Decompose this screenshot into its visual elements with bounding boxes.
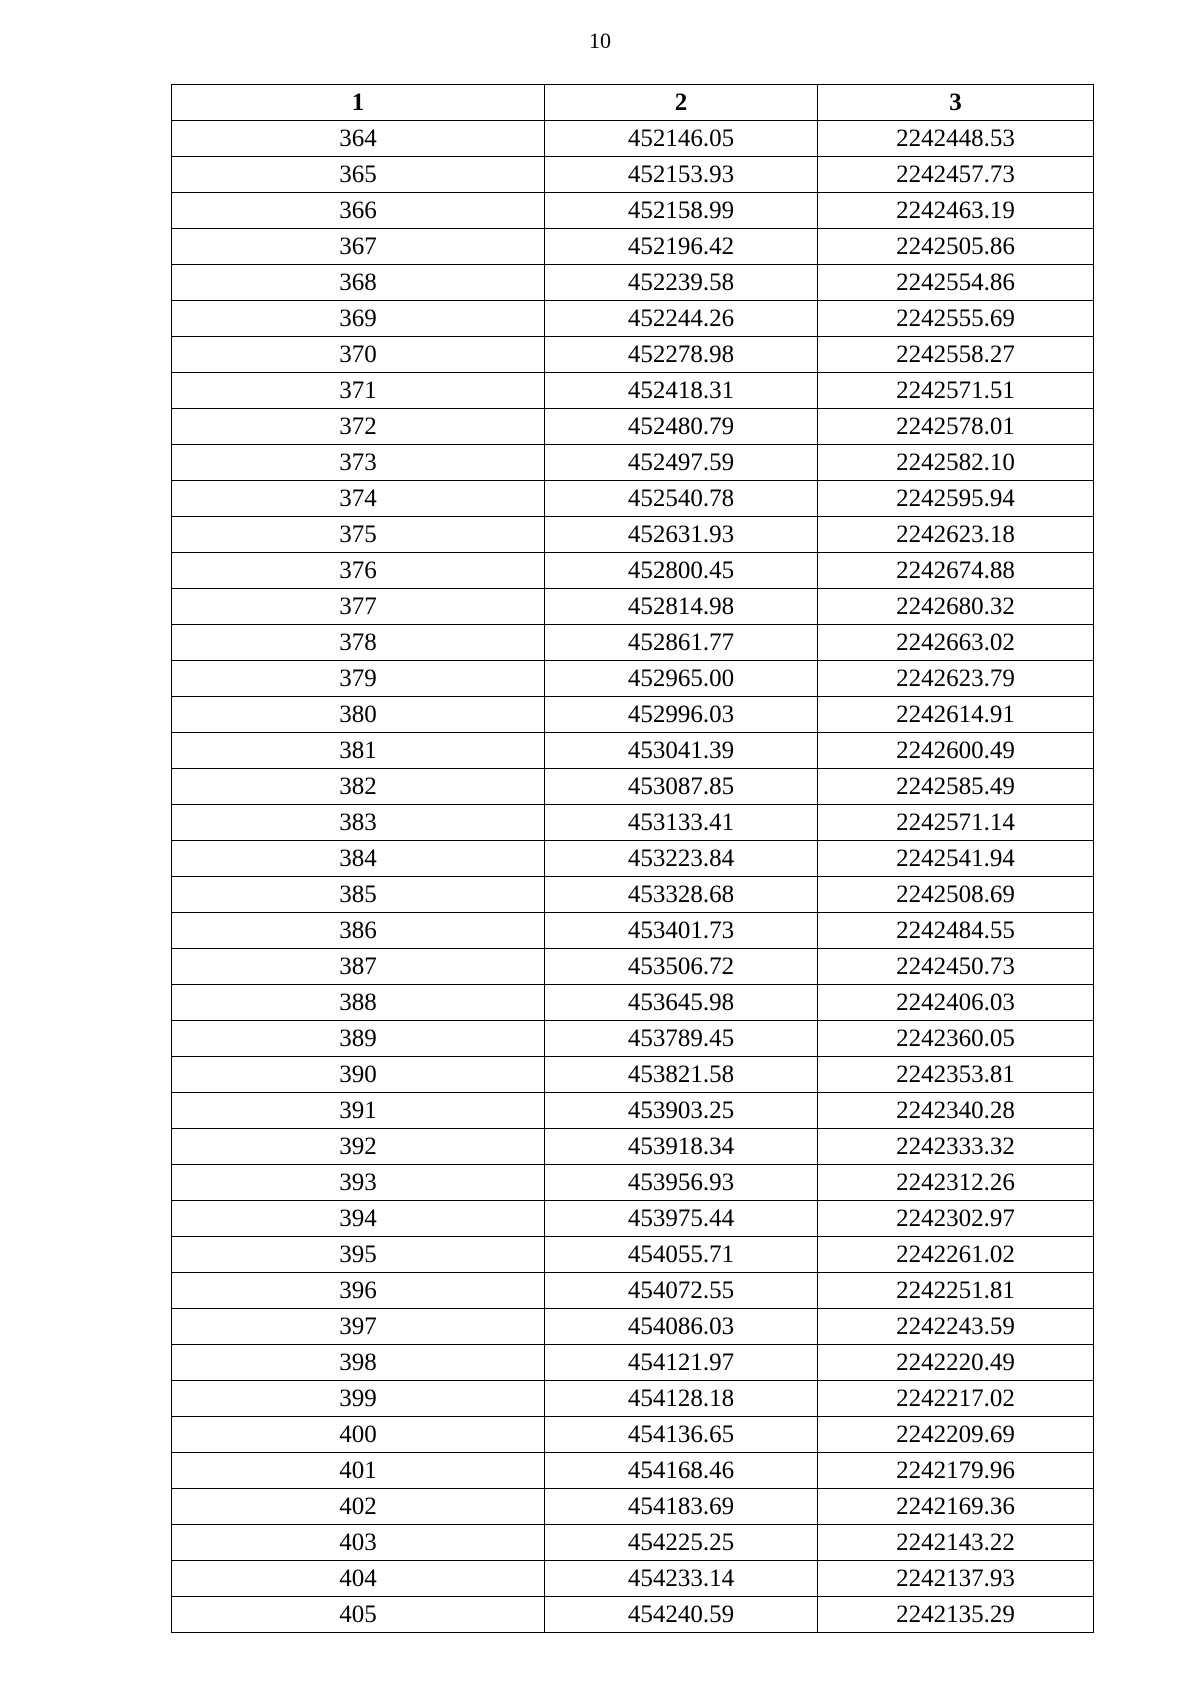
table-row — [172, 1525, 1094, 1561]
table-cell-col-3: 2242571.51 — [818, 373, 1094, 409]
table-cell-col-3: 2242353.81 — [818, 1057, 1094, 1093]
table-cell-col-1: 403 — [172, 1525, 545, 1561]
table-row — [172, 1093, 1094, 1129]
table-cell-col-1: 372 — [172, 409, 545, 445]
coordinates-table — [171, 84, 1094, 1633]
table-cell-col-1: 389 — [172, 1021, 545, 1057]
table-row — [172, 1597, 1094, 1633]
table-cell-col-1: 376 — [172, 553, 545, 589]
column-header-3: 3 — [818, 85, 1094, 121]
table-cell-col-2: 452631.93 — [545, 517, 818, 553]
table-body — [172, 121, 1094, 1633]
table-row — [172, 1453, 1094, 1489]
table-cell-col-3: 2242243.59 — [818, 1309, 1094, 1345]
table-cell-col-2: 452540.78 — [545, 481, 818, 517]
table-cell-col-1: 404 — [172, 1561, 545, 1597]
table-cell-col-2: 454136.65 — [545, 1417, 818, 1453]
table-row — [172, 265, 1094, 301]
table-cell-col-2: 452153.93 — [545, 157, 818, 193]
table-row — [172, 1273, 1094, 1309]
table-cell-col-3: 2242457.73 — [818, 157, 1094, 193]
table-row — [172, 157, 1094, 193]
table-cell-col-2: 452965.00 — [545, 661, 818, 697]
table-cell-col-2: 453133.41 — [545, 805, 818, 841]
table-cell-col-3: 2242220.49 — [818, 1345, 1094, 1381]
table-row — [172, 805, 1094, 841]
table-cell-col-1: 400 — [172, 1417, 545, 1453]
table-cell-col-1: 369 — [172, 301, 545, 337]
table-cell-col-3: 2242448.53 — [818, 121, 1094, 157]
table-cell-col-2: 453087.85 — [545, 769, 818, 805]
table-row — [172, 301, 1094, 337]
table-row — [172, 1309, 1094, 1345]
table-cell-col-1: 383 — [172, 805, 545, 841]
table-row — [172, 409, 1094, 445]
table-cell-col-1: 375 — [172, 517, 545, 553]
table-row — [172, 1165, 1094, 1201]
table-cell-col-3: 2242554.86 — [818, 265, 1094, 301]
table-cell-col-1: 381 — [172, 733, 545, 769]
table-cell-col-1: 399 — [172, 1381, 545, 1417]
table-cell-col-1: 401 — [172, 1453, 545, 1489]
table-cell-col-3: 2242663.02 — [818, 625, 1094, 661]
table-cell-col-2: 454121.97 — [545, 1345, 818, 1381]
table-row — [172, 229, 1094, 265]
table-cell-col-1: 365 — [172, 157, 545, 193]
table-cell-col-1: 380 — [172, 697, 545, 733]
table-cell-col-2: 454086.03 — [545, 1309, 818, 1345]
table-cell-col-3: 2242585.49 — [818, 769, 1094, 805]
table-cell-col-3: 2242251.81 — [818, 1273, 1094, 1309]
table-cell-col-2: 452418.31 — [545, 373, 818, 409]
table-cell-col-2: 454233.14 — [545, 1561, 818, 1597]
table-cell-col-1: 385 — [172, 877, 545, 913]
table-row — [172, 1489, 1094, 1525]
table-cell-col-3: 2242582.10 — [818, 445, 1094, 481]
table-row — [172, 1057, 1094, 1093]
table-cell-col-3: 2242674.88 — [818, 553, 1094, 589]
table-cell-col-1: 392 — [172, 1129, 545, 1165]
table-row — [172, 1417, 1094, 1453]
table-cell-col-2: 452814.98 — [545, 589, 818, 625]
table-cell-col-3: 2242302.97 — [818, 1201, 1094, 1237]
table-cell-col-3: 2242541.94 — [818, 841, 1094, 877]
table-cell-col-2: 453401.73 — [545, 913, 818, 949]
table-row — [172, 1345, 1094, 1381]
table-cell-col-2: 453223.84 — [545, 841, 818, 877]
table-row — [172, 589, 1094, 625]
table-cell-col-1: 367 — [172, 229, 545, 265]
table-cell-col-3: 2242571.14 — [818, 805, 1094, 841]
table-cell-col-1: 397 — [172, 1309, 545, 1345]
table-cell-col-3: 2242555.69 — [818, 301, 1094, 337]
table-cell-col-2: 452146.05 — [545, 121, 818, 157]
table-cell-col-3: 2242450.73 — [818, 949, 1094, 985]
table-row — [172, 121, 1094, 157]
table-cell-col-3: 2242217.02 — [818, 1381, 1094, 1417]
table-cell-col-2: 454225.25 — [545, 1525, 818, 1561]
table-cell-col-2: 453506.72 — [545, 949, 818, 985]
table-cell-col-1: 373 — [172, 445, 545, 481]
table-cell-col-3: 2242135.29 — [818, 1597, 1094, 1633]
table-cell-col-3: 2242406.03 — [818, 985, 1094, 1021]
table-row — [172, 373, 1094, 409]
table-row — [172, 769, 1094, 805]
table-cell-col-3: 2242558.27 — [818, 337, 1094, 373]
table-cell-col-3: 2242143.22 — [818, 1525, 1094, 1561]
table-cell-col-2: 454072.55 — [545, 1273, 818, 1309]
table-cell-col-1: 386 — [172, 913, 545, 949]
table-row — [172, 1561, 1094, 1597]
table-cell-col-2: 453645.98 — [545, 985, 818, 1021]
table-row — [172, 1129, 1094, 1165]
table-row — [172, 481, 1094, 517]
table-cell-col-2: 453328.68 — [545, 877, 818, 913]
table-cell-col-3: 2242463.19 — [818, 193, 1094, 229]
table-cell-col-3: 2242623.18 — [818, 517, 1094, 553]
table-cell-col-3: 2242614.91 — [818, 697, 1094, 733]
table-row — [172, 445, 1094, 481]
table-cell-col-1: 382 — [172, 769, 545, 805]
table-cell-col-2: 454055.71 — [545, 1237, 818, 1273]
table-cell-col-2: 452497.59 — [545, 445, 818, 481]
table-cell-col-2: 453041.39 — [545, 733, 818, 769]
table-cell-col-1: 395 — [172, 1237, 545, 1273]
table-row — [172, 949, 1094, 985]
table-cell-col-1: 398 — [172, 1345, 545, 1381]
table-cell-col-3: 2242595.94 — [818, 481, 1094, 517]
table-cell-col-3: 2242600.49 — [818, 733, 1094, 769]
table-cell-col-1: 368 — [172, 265, 545, 301]
table-header-row — [172, 85, 1094, 121]
table-row — [172, 913, 1094, 949]
table-cell-col-2: 453918.34 — [545, 1129, 818, 1165]
table-cell-col-3: 2242340.28 — [818, 1093, 1094, 1129]
table-cell-col-2: 452278.98 — [545, 337, 818, 373]
table-cell-col-3: 2242179.96 — [818, 1453, 1094, 1489]
table-cell-col-3: 2242209.69 — [818, 1417, 1094, 1453]
table-cell-col-3: 2242333.32 — [818, 1129, 1094, 1165]
table-row — [172, 1237, 1094, 1273]
table-cell-col-3: 2242484.55 — [818, 913, 1094, 949]
table-cell-col-2: 452196.42 — [545, 229, 818, 265]
table-cell-col-1: 391 — [172, 1093, 545, 1129]
table-cell-col-2: 454183.69 — [545, 1489, 818, 1525]
column-header-2: 2 — [545, 85, 818, 121]
table-cell-col-1: 387 — [172, 949, 545, 985]
table-cell-col-2: 452158.99 — [545, 193, 818, 229]
table-cell-col-2: 452480.79 — [545, 409, 818, 445]
table-cell-col-3: 2242261.02 — [818, 1237, 1094, 1273]
table-cell-col-2: 452861.77 — [545, 625, 818, 661]
table-cell-col-3: 2242623.79 — [818, 661, 1094, 697]
table-cell-col-1: 390 — [172, 1057, 545, 1093]
table-row — [172, 841, 1094, 877]
table-cell-col-2: 454128.18 — [545, 1381, 818, 1417]
table-cell-col-2: 454240.59 — [545, 1597, 818, 1633]
table-row — [172, 877, 1094, 913]
table-row — [172, 337, 1094, 373]
table-row — [172, 733, 1094, 769]
table-cell-col-3: 2242508.69 — [818, 877, 1094, 913]
table-cell-col-2: 452800.45 — [545, 553, 818, 589]
table-cell-col-1: 366 — [172, 193, 545, 229]
table-cell-col-2: 454168.46 — [545, 1453, 818, 1489]
table-cell-col-2: 453975.44 — [545, 1201, 818, 1237]
table-cell-col-2: 453821.58 — [545, 1057, 818, 1093]
table-cell-col-1: 402 — [172, 1489, 545, 1525]
table-row — [172, 1021, 1094, 1057]
table-cell-col-1: 384 — [172, 841, 545, 877]
table-cell-col-1: 405 — [172, 1597, 545, 1633]
table-cell-col-1: 394 — [172, 1201, 545, 1237]
table-cell-col-3: 2242578.01 — [818, 409, 1094, 445]
table-row — [172, 1381, 1094, 1417]
column-header-1: 1 — [172, 85, 545, 121]
table-cell-col-2: 453789.45 — [545, 1021, 818, 1057]
table-cell-col-3: 2242680.32 — [818, 589, 1094, 625]
table-cell-col-2: 452996.03 — [545, 697, 818, 733]
table-cell-col-2: 453903.25 — [545, 1093, 818, 1129]
table-cell-col-3: 2242360.05 — [818, 1021, 1094, 1057]
table-cell-col-3: 2242505.86 — [818, 229, 1094, 265]
table-row — [172, 697, 1094, 733]
table-cell-col-3: 2242137.93 — [818, 1561, 1094, 1597]
table-cell-col-2: 452244.26 — [545, 301, 818, 337]
table-cell-col-1: 378 — [172, 625, 545, 661]
table-cell-col-1: 370 — [172, 337, 545, 373]
table-row — [172, 625, 1094, 661]
table-row — [172, 193, 1094, 229]
table-row — [172, 517, 1094, 553]
table-cell-col-3: 2242312.26 — [818, 1165, 1094, 1201]
table-cell-col-3: 2242169.36 — [818, 1489, 1094, 1525]
table-row — [172, 985, 1094, 1021]
table-cell-col-1: 371 — [172, 373, 545, 409]
table-cell-col-1: 379 — [172, 661, 545, 697]
table-cell-col-1: 388 — [172, 985, 545, 1021]
page-number: 10 — [589, 28, 611, 53]
table-cell-col-1: 374 — [172, 481, 545, 517]
table-row — [172, 553, 1094, 589]
table-cell-col-1: 364 — [172, 121, 545, 157]
table-cell-col-1: 377 — [172, 589, 545, 625]
table-cell-col-1: 393 — [172, 1165, 545, 1201]
table-row — [172, 661, 1094, 697]
table-cell-col-1: 396 — [172, 1273, 545, 1309]
table-row — [172, 1201, 1094, 1237]
table-cell-col-2: 452239.58 — [545, 265, 818, 301]
table-cell-col-2: 453956.93 — [545, 1165, 818, 1201]
